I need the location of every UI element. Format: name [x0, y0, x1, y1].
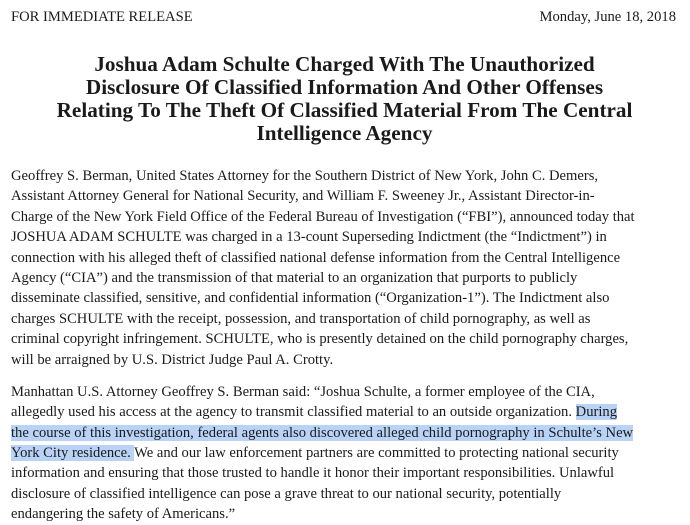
headline-line: Disclosure Of Classified Information And Other Offenses — [85, 75, 604, 99]
release-date: Monday, June 18, 2018 — [539, 9, 676, 25]
paragraph-line — [11, 423, 678, 443]
paragraph-line: endangering the safety of Americans.” — [11, 506, 236, 523]
paragraph-line: Manhattan U.S. Attorney Geoffrey S. Berman said: “Joshua Schulte, a former employee of the CIA, — [11, 383, 595, 400]
paragraph-line: connection with his alleged theft of classified national defense information from the Central Intelligence — [11, 249, 621, 266]
paragraph-line: charges SCHULTE with the receipt, possession, and transportation of child pornography, as well as — [11, 310, 591, 327]
paragraph-line: Geoffrey S. Berman, United States Attorney for the Southern District of New York, John C. Demers, — [11, 168, 599, 184]
paragraph-quote — [11, 382, 678, 525]
release-header — [11, 8, 678, 26]
headline-line: Relating To The Theft Of Classified Material From The Central — [56, 98, 633, 122]
text-selection-highlight[interactable]: the course of this investigation, federal agents also discovered alleged child pornography in Schulte’s New — [11, 424, 634, 441]
paragraph-line: Assistant Attorney General for National Security, and William F. Sweeney Jr., Assistant Director-in- — [11, 188, 595, 205]
paragraph-line: disseminate classified, sensitive, and confidential information (“Organization-1”). The Indictment also — [11, 290, 610, 307]
headline-line: Intelligence Agency — [256, 121, 433, 145]
plain-text: We and our law enforcement partners are committed to protecting national security — [134, 445, 619, 462]
paragraph-line: information and ensuring that those trusted to handle it honor their important responsibilities. Unlawful — [11, 465, 615, 482]
paragraph-line — [11, 402, 678, 422]
paragraph-line: Charge of the New York Field Office of the Federal Bureau of Investigation (“FBI”), announced today that — [11, 208, 635, 225]
headline — [11, 53, 678, 145]
paragraph-line — [11, 443, 678, 463]
paragraph-line: will be arraigned by U.S. District Judge Paul A. Crotty. — [11, 351, 334, 368]
paragraph-line: disclosure of classified intelligence can pose a grave threat to our national security, potentially — [11, 485, 562, 502]
text-selection-highlight[interactable]: During — [575, 404, 618, 421]
paragraph-line: Agency (“CIA”) and the transmission of that material to an organization that purports to publicly — [11, 269, 578, 286]
plain-text: allegedly used his access at the agency to transmit classified material to an outside organization. — [11, 404, 576, 421]
paragraph-line: JOSHUA ADAM SCHULTE was charged in a 13-count Superseding Indictment (the “Indictment”) in — [11, 229, 607, 246]
release-label: FOR IMMEDIATE RELEASE — [11, 9, 193, 25]
headline-line: Joshua Adam Schulte Charged With The Unauthorized — [94, 52, 595, 76]
paragraph-line: criminal copyright infringement. SCHULTE, who is presently detained on the child pornography charges, — [11, 331, 629, 348]
text-selection-highlight[interactable]: York City residence. — [11, 445, 135, 462]
paragraph-announcement — [11, 166, 678, 370]
